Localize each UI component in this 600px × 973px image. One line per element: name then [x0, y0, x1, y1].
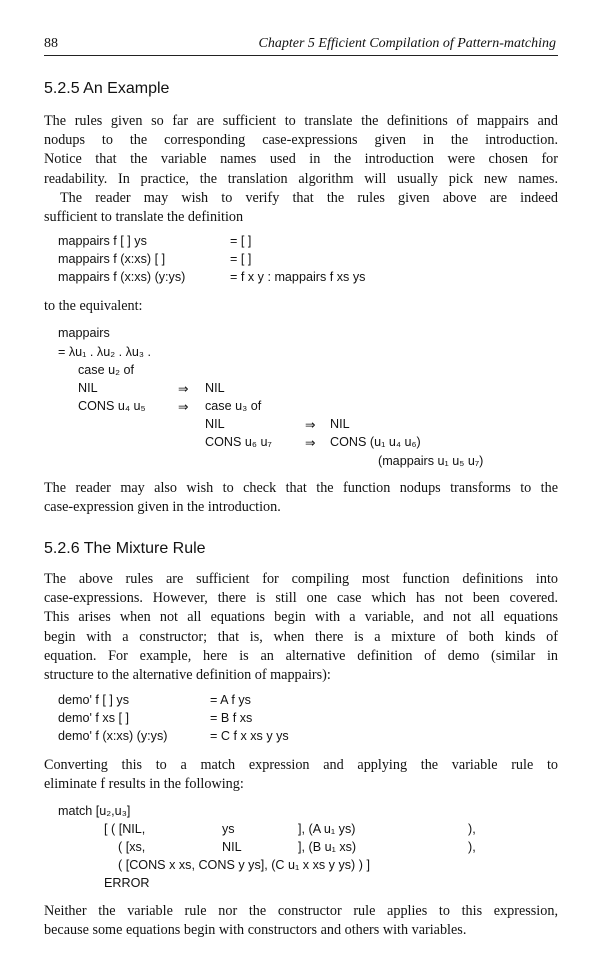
text-line: case-expressions. However, there is still one case which has not been covered. — [44, 590, 558, 607]
code-line: demo' f [ ] ys — [58, 693, 129, 707]
code-line: = [ ] — [230, 252, 252, 266]
code-line: demo' f xs [ ] — [58, 711, 129, 725]
code-line: = [ ] — [230, 234, 252, 248]
text-line: case-expression given in the introduction. — [44, 499, 281, 516]
code-line: ), — [468, 822, 476, 836]
arrow-symbol: ⇒ — [178, 400, 189, 414]
code-line: ], (A u₁ ys) — [298, 822, 356, 836]
paragraph-mixture-intro — [44, 570, 558, 685]
running-head-chapter: Chapter 5 Efficient Compilation of Pattern-matching — [258, 36, 556, 51]
code-line: ys — [222, 822, 235, 836]
text-line: The above rules are sufficient for compiling most function definitions into — [44, 571, 558, 587]
code-line: ( [CONS x xs, CONS y ys], (C u₁ x xs y ys) ) ] — [118, 858, 370, 872]
text-line: Neither the variable rule nor the constructor rule applies to this expression, — [44, 903, 558, 919]
code-line: mappairs f [ ] ys — [58, 234, 147, 248]
code-line: mappairs f (x:xs) (y:ys) — [58, 270, 186, 284]
code-line: case u₃ of — [205, 399, 262, 413]
code-line: [ ( [NIL, — [104, 822, 146, 836]
section-heading-5-2-5: 5.2.5 An Example — [44, 80, 170, 97]
code-line: NIL — [222, 840, 242, 854]
code-line: mappairs f (x:xs) [ ] — [58, 252, 166, 266]
paragraph-rules-sufficient — [44, 112, 558, 227]
text-line: nodups to the corresponding case-expressions given in the introduction. — [44, 132, 558, 149]
text-line: begin with a constructor; that is, when there is a mixture of both kinds of — [44, 628, 558, 645]
text-line: Notice that the variable names used in the introduction were chosen for — [44, 151, 558, 168]
arrow-symbol: ⇒ — [305, 436, 316, 450]
page-number: 88 — [44, 36, 58, 51]
code-line: CONS u₄ u₅ — [78, 399, 146, 413]
text-line: The rules given so far are sufficient to translate the definitions of mappairs and — [44, 113, 558, 129]
text-line: sufficient to translate the definition — [44, 209, 244, 226]
text-line: structure to the alternative definition of mappairs): — [44, 667, 331, 684]
text-line: because some equations begin with constructors and others with variables. — [44, 922, 467, 939]
code-line: = f x y : mappairs f xs ys — [230, 270, 366, 284]
text-line: Converting this to a match expression and applying the variable rule to — [44, 757, 558, 773]
code-line: mappairs — [58, 326, 110, 340]
code-line: (mappairs u₁ u₅ u₇) — [378, 454, 484, 468]
paragraph-neither-rule — [44, 902, 558, 940]
code-line: CONS u₆ u₇ — [205, 435, 272, 449]
text-line: readability. In practice, the translation algorithm will usually pick new names. — [44, 170, 558, 187]
paragraph-nodups-check — [44, 479, 558, 517]
text-line: The reader may wish to verify that the rules given above are indeed — [60, 189, 558, 206]
text-line: The reader may also wish to check that the function nodups transforms to the — [44, 480, 558, 496]
code-line: ERROR — [104, 876, 150, 890]
code-line: ], (B u₁ xs) — [298, 840, 357, 854]
text-line: equation. For example, here is an alternative definition of demo (similar in — [44, 647, 558, 664]
code-line: NIL — [78, 381, 98, 395]
text-line: eliminate f results in the following: — [44, 776, 244, 793]
header-rule — [44, 55, 558, 56]
code-line: = λu₁ . λu₂ . λu₃ . — [58, 345, 152, 359]
code-line: = B f xs — [210, 711, 253, 725]
code-line: match [u₂,u₃] — [58, 804, 131, 818]
paragraph-converting — [44, 756, 558, 794]
code-line: NIL — [330, 417, 350, 431]
code-line: demo' f (x:xs) (y:ys) — [58, 729, 168, 743]
text-line: to the equivalent: — [44, 298, 143, 314]
text-line: This arises when not all equations begin with a variable, and not all equations — [44, 609, 558, 626]
section-heading-5-2-6: 5.2.6 The Mixture Rule — [44, 540, 206, 557]
code-line: NIL — [205, 381, 225, 395]
arrow-symbol: ⇒ — [178, 382, 189, 396]
code-line: ), — [468, 840, 476, 854]
code-line: = C f x xs y ys — [210, 729, 289, 743]
code-line: = A f ys — [210, 693, 251, 707]
arrow-symbol: ⇒ — [305, 418, 316, 432]
code-line: NIL — [205, 417, 225, 431]
code-line: CONS (u₁ u₄ u₆) — [330, 435, 421, 449]
code-line: case u₂ of — [78, 363, 134, 377]
code-line: ( [xs, — [118, 840, 146, 854]
